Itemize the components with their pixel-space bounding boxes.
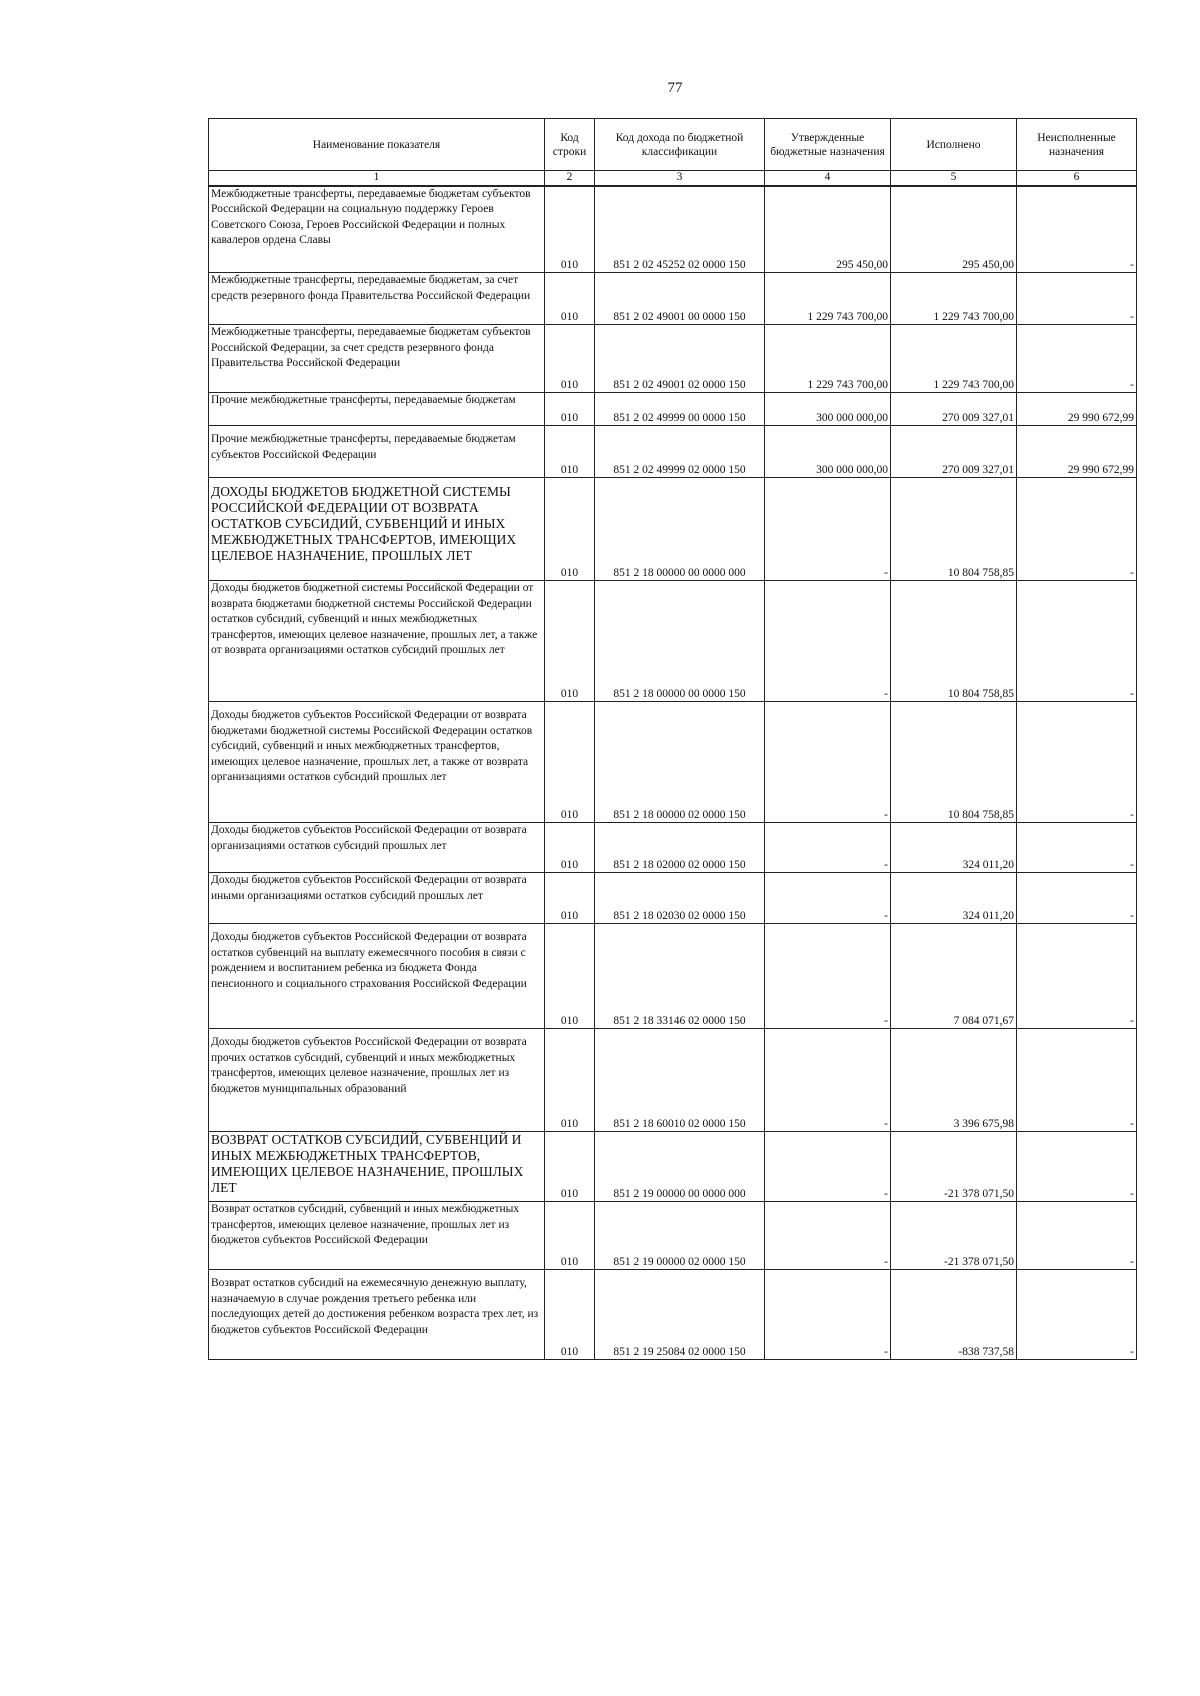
row-kbk: 851 2 02 49001 00 0000 150 <box>595 273 765 325</box>
row-approved: - <box>765 702 891 823</box>
column-number: 5 <box>891 171 1017 186</box>
row-name: Возврат остатков субсидий, субвенций и иных межбюджетных трансфертов, имеющих целевое назначение, прошлых лет из бюджетов субъектов Российской Федерации <box>209 1202 545 1270</box>
table-row <box>209 581 1137 702</box>
header-kbk: Код дохода по бюджетной классификации <box>595 119 765 171</box>
table-row <box>209 273 1137 325</box>
row-executed: -838 737,58 <box>891 1270 1017 1360</box>
table-row <box>209 702 1137 823</box>
header-row <box>209 119 1137 171</box>
row-approved: - <box>765 1202 891 1270</box>
row-approved: - <box>765 1132 891 1202</box>
row-line-code: 010 <box>545 186 595 273</box>
row-name: ВОЗВРАТ ОСТАТКОВ СУБСИДИЙ, СУБВЕНЦИЙ И ИНЫХ МЕЖБЮДЖЕТНЫХ ТРАНСФЕРТОВ, ИМЕЮЩИХ ЦЕЛЕВОЕ НАЗНАЧЕНИЕ, ПРОШЛЫХ ЛЕТ <box>209 1132 545 1202</box>
row-kbk: 851 2 02 49001 02 0000 150 <box>595 325 765 393</box>
row-name: ДОХОДЫ БЮДЖЕТОВ БЮДЖЕТНОЙ СИСТЕМЫ РОССИЙСКОЙ ФЕДЕРАЦИИ ОТ ВОЗВРАТА ОСТАТКОВ СУБСИДИЙ, СУБВЕНЦИЙ И ИНЫХ МЕЖБЮДЖЕТНЫХ ТРАНСФЕРТОВ, ИМЕЮЩИХ ЦЕЛЕВОЕ НАЗНАЧЕНИЕ, ПРОШЛЫХ ЛЕТ <box>209 478 545 581</box>
header-line-code: Код строки <box>545 119 595 171</box>
row-line-code: 010 <box>545 1202 595 1270</box>
row-line-code: 010 <box>545 325 595 393</box>
header-executed: Исполнено <box>891 119 1017 171</box>
row-kbk: 851 2 18 02000 02 0000 150 <box>595 823 765 873</box>
row-name: Прочие межбюджетные трансферты, передаваемые бюджетам субъектов Российской Федерации <box>209 426 545 478</box>
column-number: 2 <box>545 171 595 186</box>
row-line-code: 010 <box>545 426 595 478</box>
row-unexecuted: - <box>1017 1132 1137 1202</box>
row-approved: - <box>765 1029 891 1132</box>
row-kbk: 851 2 18 33146 02 0000 150 <box>595 924 765 1029</box>
row-line-code: 010 <box>545 581 595 702</box>
report-table <box>208 118 1137 1360</box>
table-row <box>209 1029 1137 1132</box>
row-approved: 1 229 743 700,00 <box>765 273 891 325</box>
row-executed: 295 450,00 <box>891 186 1017 273</box>
row-kbk: 851 2 02 45252 02 0000 150 <box>595 186 765 273</box>
row-line-code: 010 <box>545 1270 595 1360</box>
row-kbk: 851 2 18 60010 02 0000 150 <box>595 1029 765 1132</box>
column-number: 1 <box>209 171 545 186</box>
row-kbk: 851 2 02 49999 02 0000 150 <box>595 426 765 478</box>
row-unexecuted: - <box>1017 273 1137 325</box>
row-name: Доходы бюджетов субъектов Российской Федерации от возврата организациями остатков субсидий прошлых лет <box>209 823 545 873</box>
row-line-code: 010 <box>545 273 595 325</box>
row-executed: -21 378 071,50 <box>891 1132 1017 1202</box>
table-row <box>209 1270 1137 1360</box>
row-unexecuted: - <box>1017 1270 1137 1360</box>
row-approved: - <box>765 924 891 1029</box>
row-name: Доходы бюджетов субъектов Российской Федерации от возврата иными организациями остатков субсидий прошлых лет <box>209 873 545 924</box>
row-approved: 300 000 000,00 <box>765 393 891 426</box>
table-row <box>209 325 1137 393</box>
row-executed: 1 229 743 700,00 <box>891 273 1017 325</box>
row-approved: - <box>765 478 891 581</box>
row-executed: 270 009 327,01 <box>891 393 1017 426</box>
row-name: Доходы бюджетов субъектов Российской Федерации от возврата прочих остатков субсидий, субвенций и иных межбюджетных трансфертов, имеющих целевое назначение, прошлых лет из бюджетов муниципальных образований <box>209 1029 545 1132</box>
table-row <box>209 823 1137 873</box>
table-row <box>209 186 1137 273</box>
row-executed: 3 396 675,98 <box>891 1029 1017 1132</box>
row-kbk: 851 2 18 00000 00 0000 000 <box>595 478 765 581</box>
table-row <box>209 478 1137 581</box>
row-executed: 1 229 743 700,00 <box>891 325 1017 393</box>
row-name: Доходы бюджетов субъектов Российской Федерации от возврата остатков субвенций на выплату ежемесячного пособия в связи с рождением и воспитанием ребенка из бюджета Фонда пенсионного и социального страхования Российской Федерации <box>209 924 545 1029</box>
row-unexecuted: - <box>1017 1202 1137 1270</box>
row-line-code: 010 <box>545 1029 595 1132</box>
page-number: 77 <box>667 80 683 96</box>
row-kbk: 851 2 18 02030 02 0000 150 <box>595 873 765 924</box>
row-unexecuted: - <box>1017 873 1137 924</box>
row-approved: 1 229 743 700,00 <box>765 325 891 393</box>
table-row <box>209 873 1137 924</box>
row-unexecuted: - <box>1017 325 1137 393</box>
row-unexecuted: - <box>1017 186 1137 273</box>
row-unexecuted: - <box>1017 478 1137 581</box>
row-unexecuted: - <box>1017 581 1137 702</box>
row-name: Межбюджетные трансферты, передаваемые бюджетам субъектов Российской Федерации, за счет средств резервного фонда Правительства Российской Федерации <box>209 325 545 393</box>
row-kbk: 851 2 02 49999 00 0000 150 <box>595 393 765 426</box>
row-unexecuted: - <box>1017 823 1137 873</box>
row-name: Доходы бюджетов бюджетной системы Российской Федерации от возврата бюджетами бюджетной системы Российской Федерации остатков субсидий, субвенций и иных межбюджетных трансфертов, имеющих целевое назначение, прошлых лет, а также от возврата организациями остатков субсидий прошлых лет <box>209 581 545 702</box>
row-line-code: 010 <box>545 823 595 873</box>
row-approved: - <box>765 873 891 924</box>
row-approved: 300 000 000,00 <box>765 426 891 478</box>
row-kbk: 851 2 18 00000 00 0000 150 <box>595 581 765 702</box>
row-executed: 10 804 758,85 <box>891 478 1017 581</box>
row-executed: 324 011,20 <box>891 873 1017 924</box>
row-approved: - <box>765 1270 891 1360</box>
row-unexecuted: 29 990 672,99 <box>1017 426 1137 478</box>
row-name: Доходы бюджетов субъектов Российской Федерации от возврата бюджетами бюджетной системы Российской Федерации остатков субсидий, субвенций и иных межбюджетных трансфертов, имеющих целевое назначение, прошлых лет, а также от возврата организациями остатков субсидий прошлых лет <box>209 702 545 823</box>
row-kbk: 851 2 19 25084 02 0000 150 <box>595 1270 765 1360</box>
row-approved: - <box>765 581 891 702</box>
row-line-code: 010 <box>545 1132 595 1202</box>
row-executed: 10 804 758,85 <box>891 702 1017 823</box>
row-executed: -21 378 071,50 <box>891 1202 1017 1270</box>
header-name: Наименование показателя <box>209 119 545 171</box>
row-line-code: 010 <box>545 924 595 1029</box>
row-kbk: 851 2 18 00000 02 0000 150 <box>595 702 765 823</box>
row-approved: - <box>765 823 891 873</box>
row-kbk: 851 2 19 00000 00 0000 000 <box>595 1132 765 1202</box>
row-name: Прочие межбюджетные трансферты, передаваемые бюджетам <box>209 393 545 426</box>
header-approved: Утвержденные бюджетные назначения <box>765 119 891 171</box>
row-executed: 270 009 327,01 <box>891 426 1017 478</box>
row-line-code: 010 <box>545 393 595 426</box>
row-unexecuted: - <box>1017 924 1137 1029</box>
column-number: 6 <box>1017 171 1137 186</box>
row-unexecuted: - <box>1017 1029 1137 1132</box>
row-name: Межбюджетные трансферты, передаваемые бюджетам, за счет средств резервного фонда Правительства Российской Федерации <box>209 273 545 325</box>
row-unexecuted: - <box>1017 702 1137 823</box>
column-number: 4 <box>765 171 891 186</box>
table-row <box>209 426 1137 478</box>
row-executed: 7 084 071,67 <box>891 924 1017 1029</box>
table-row <box>209 393 1137 426</box>
row-executed: 324 011,20 <box>891 823 1017 873</box>
column-number: 3 <box>595 171 765 186</box>
row-line-code: 010 <box>545 873 595 924</box>
row-unexecuted: 29 990 672,99 <box>1017 393 1137 426</box>
header-unexecuted: Неисполненные назначения <box>1017 119 1137 171</box>
table-row <box>209 1132 1137 1202</box>
row-name: Межбюджетные трансферты, передаваемые бюджетам субъектов Российской Федерации на социальную поддержку Героев Советского Союза, Героев Российской Федерации и полных кавалеров ордена Славы <box>209 186 545 273</box>
row-approved: 295 450,00 <box>765 186 891 273</box>
row-line-code: 010 <box>545 702 595 823</box>
row-line-code: 010 <box>545 478 595 581</box>
row-kbk: 851 2 19 00000 02 0000 150 <box>595 1202 765 1270</box>
table-row <box>209 1202 1137 1270</box>
row-name: Возврат остатков субсидий на ежемесячную денежную выплату, назначаемую в случае рождения третьего ребенка или последующих детей до достижения ребенком возраста трех лет, из бюджетов субъектов Российской Федерации <box>209 1270 545 1360</box>
column-number-row <box>209 171 1137 186</box>
row-executed: 10 804 758,85 <box>891 581 1017 702</box>
table-row <box>209 924 1137 1029</box>
